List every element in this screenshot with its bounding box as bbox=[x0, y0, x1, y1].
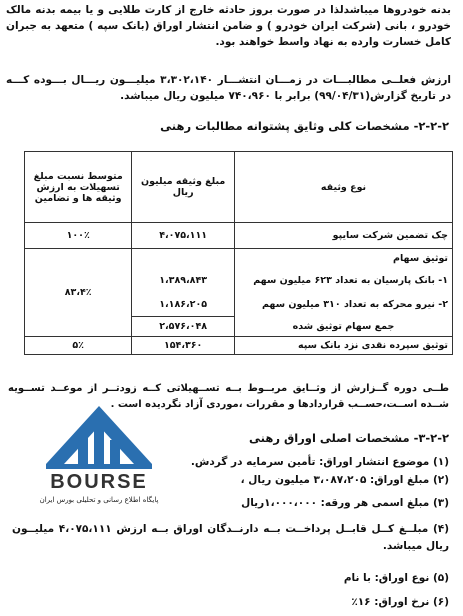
table-cell: ۲،۵۷۶،۰۴۸ bbox=[132, 317, 235, 337]
logo-caption: پایگاه اطلاع رسانی و تحلیلی بورس ایران bbox=[39, 496, 159, 504]
section-heading-collateral: ۲-۲-۲- مشخصات کلی وثایق پشتوانه مطالبات رهنی bbox=[160, 119, 449, 133]
list-item: (۴) مبلــغ کــل قابــل پرداخــت بــه دارنــدگان اوراق بــه ارزش ۴،۰۷۵،۱۱۱ میلیــون ریال میباشد. bbox=[12, 523, 449, 552]
table-cell: ۱- بانک پارسیان به تعداد ۶۲۳ میلیون سهم bbox=[234, 269, 452, 293]
list-item: (۵) نوع اوراق: با نام bbox=[343, 572, 449, 584]
table-cell: ۴،۰۷۵،۱۱۱ bbox=[132, 223, 235, 249]
table-footnote: طــی دوره گــزارش از وثــایق مربــوط بــه تســهیلاتی کــه زودتــر از موعــد تســویه شــده اســت،حســب قراردادها و مقررات ،موردی آزاد نگردیده است . bbox=[8, 383, 449, 410]
table-cell: ۱،۳۸۹،۸۴۳ bbox=[132, 269, 235, 293]
section-heading-mortgage-bonds: ۳-۲-۲- مشخصات اصلی اوراق رهنی bbox=[249, 431, 449, 445]
bourse-logo-icon bbox=[24, 404, 174, 508]
table-header-row bbox=[25, 152, 453, 223]
table-cell: ۲- نیرو محرکه به تعداد ۳۱۰ میلیون سهم bbox=[234, 293, 452, 317]
table-row bbox=[25, 223, 453, 249]
bourse-logo bbox=[24, 404, 174, 508]
table-cell: ۵٪ bbox=[25, 337, 132, 355]
table-cell: ۱،۱۸۶،۲۰۵ bbox=[132, 293, 235, 317]
table-header-ratio: متوسط نسبت مبلغ تسهیلات به ارزش وثیقه ها و تضامین bbox=[25, 152, 132, 223]
table-cell: ۱۵۴،۳۶۰ bbox=[132, 337, 235, 355]
list-item: (۶) نرخ اوراق: ۱۶٪ bbox=[351, 596, 449, 608]
table-cell: ۱۰۰٪ bbox=[25, 223, 132, 249]
table-cell: جمع سهام توثیق شده bbox=[234, 317, 452, 337]
receivables-value-paragraph: ارزش فعلــی مطالبـــات در زمـــان انتشـــار ۳،۳۰۲،۱۴۰ میلیـــون ریـــال بـــوده کـــه در تاریخ گزارش(۹۹/۰۴/۳۱) برابر با ۷۴۰،۹۶۰ میلیون ریال میباشد. bbox=[6, 74, 451, 102]
table-row bbox=[25, 337, 453, 355]
logo-wordmark: BOURSE bbox=[50, 471, 148, 493]
collateral-table bbox=[24, 151, 453, 355]
list-item: (۲) مبلغ اوراق: ۳،۰۸۷،۲۰۵ میلیون ریال ، bbox=[240, 474, 449, 486]
table-cell-shares-ratio: ۸۳،۴٪ bbox=[25, 249, 132, 337]
table-cell: توثیق سپرده نقدی نزد بانک سپه bbox=[234, 337, 452, 355]
table-row bbox=[25, 249, 453, 269]
table-cell: توثیق سهام bbox=[234, 249, 452, 269]
list-item: (۱) موضوع انتشار اوراق: تأمین سرمایه در گردش. bbox=[190, 456, 449, 468]
intro-paragraph: بدنه خودروها میباشدلذا در صورت بروز حادثه خارج از کارت طلایی و یا بیمه بدنه مالک خودرو ، بانی (شرکت ایران خودرو ) و ضامن انتشار اوراق (بانک سپه ) متعهد به جبران کامل خسارت وارده به نهاد واسط خواهند بود. bbox=[6, 4, 451, 48]
table-cell: چک تضمین شرکت سایپو bbox=[234, 223, 452, 249]
table-header-type: نوع وثیقه bbox=[234, 152, 452, 223]
list-item: (۳) مبلغ اسمی هر ورقه: ۱،۰۰۰،۰۰۰ریال bbox=[241, 497, 449, 509]
table-header-amount: مبلغ وثیقه میلیون ریال bbox=[132, 152, 235, 223]
